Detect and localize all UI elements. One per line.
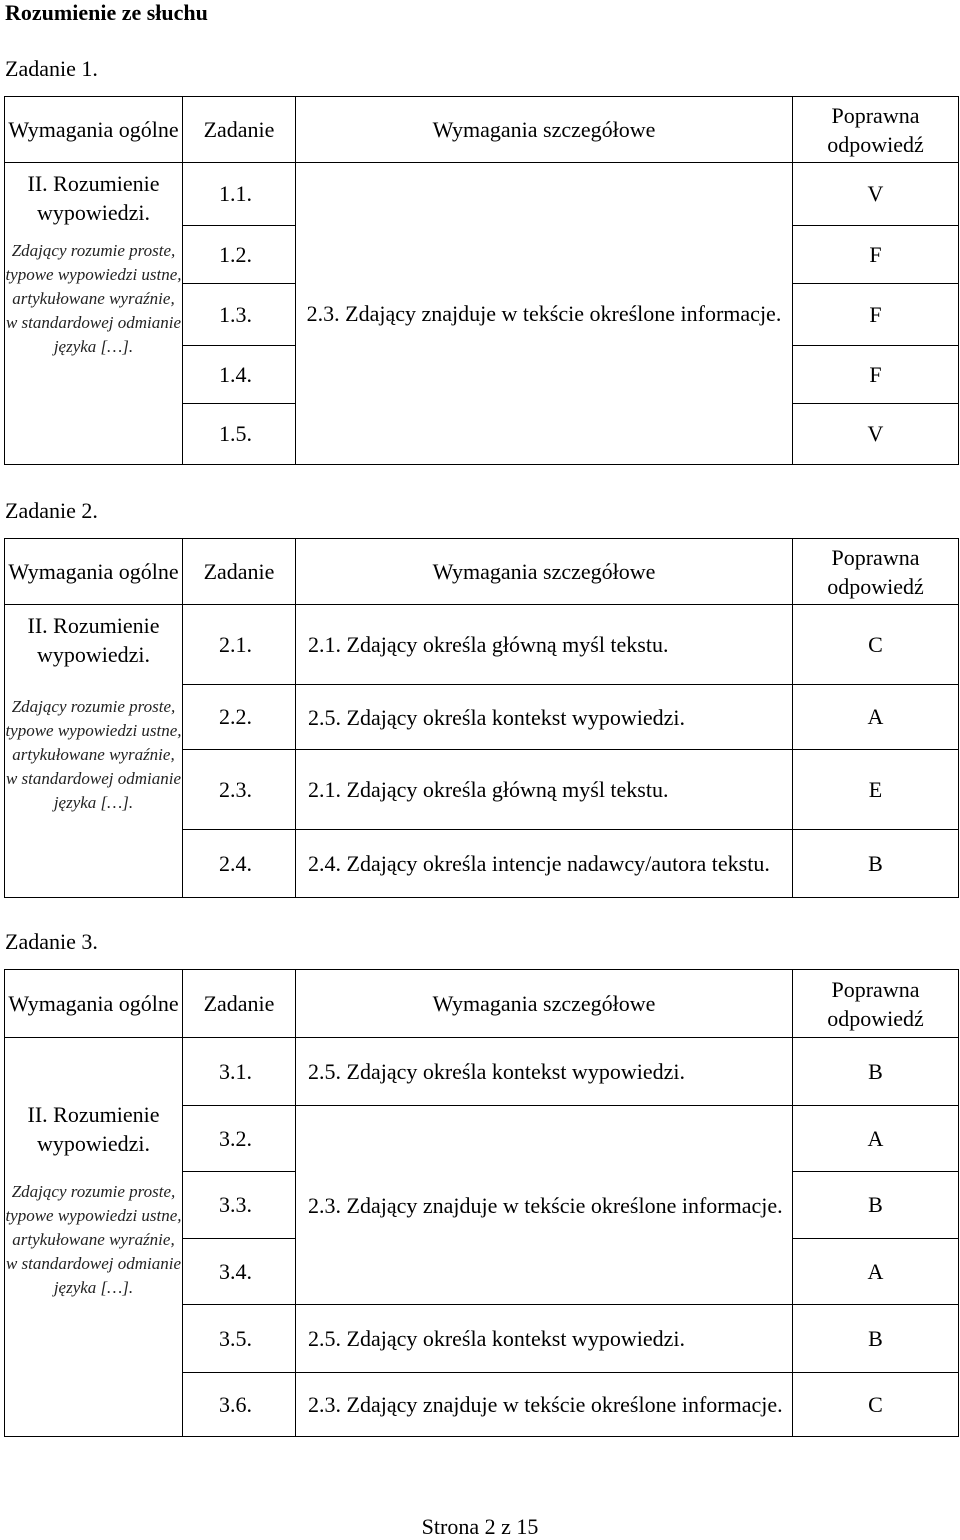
general-description: Zdający rozumie proste, typowe wypowiedzi ustne, artykułowane wyraźnie, w standardowej odmianie języka […]. xyxy=(5,697,182,812)
answer: V xyxy=(793,163,959,226)
task-number: 3.4. xyxy=(183,1239,296,1305)
task-number: 1.5. xyxy=(183,404,296,465)
answer: A xyxy=(793,685,959,750)
header-task: Zadanie xyxy=(183,97,296,163)
answer: B xyxy=(793,1038,959,1106)
specific-requirement: 2.1. Zdający określa główną myśl tekstu. xyxy=(296,750,793,830)
header-general: Wymagania ogólne xyxy=(5,97,183,163)
task-number: 3.6. xyxy=(183,1373,296,1437)
task-number: 3.1. xyxy=(183,1038,296,1106)
answer: F xyxy=(793,284,959,346)
header-specific: Wymagania szczegółowe xyxy=(296,539,793,605)
answer: F xyxy=(793,346,959,404)
task-number: 3.3. xyxy=(183,1172,296,1239)
answer: C xyxy=(793,605,959,685)
specific-requirement: 2.4. Zdający określa intencje nadawcy/autora tekstu. xyxy=(296,830,793,898)
header-task: Zadanie xyxy=(183,539,296,605)
page-number: Strona 2 z 15 xyxy=(421,1514,539,1539)
answer: V xyxy=(793,404,959,465)
task-number: 1.3. xyxy=(183,284,296,346)
specific-requirement: 2.5. Zdający określa kontekst wypowiedzi. xyxy=(296,685,793,750)
specific-requirement: 2.1. Zdający określa główną myśl tekstu. xyxy=(296,605,793,685)
header-general: Wymagania ogólne xyxy=(5,539,183,605)
task-1-label: Zadanie 1. xyxy=(5,56,98,81)
task-number: 1.2. xyxy=(183,226,296,284)
task-number: 2.1. xyxy=(183,605,296,685)
general-requirement xyxy=(5,163,183,465)
header-answer: Poprawna odpowiedź xyxy=(793,970,959,1038)
task-number: 3.2. xyxy=(183,1106,296,1172)
task-3-table xyxy=(4,969,959,1437)
specific-requirement: 2.5. Zdający określa kontekst wypowiedzi. xyxy=(296,1305,793,1373)
task-2-label: Zadanie 2. xyxy=(5,498,98,523)
task-1-table xyxy=(4,96,959,465)
general-requirement xyxy=(5,1038,183,1437)
answer: F xyxy=(793,226,959,284)
general-title: II. Rozumienie wypowiedzi. xyxy=(27,613,160,667)
section-title: Rozumienie ze słuchu xyxy=(5,0,208,25)
answer: C xyxy=(793,1373,959,1437)
header-task: Zadanie xyxy=(183,970,296,1038)
general-title: II. Rozumienie wypowiedzi. xyxy=(27,1102,160,1156)
answer: B xyxy=(793,1305,959,1373)
header-answer: Poprawna odpowiedź xyxy=(793,539,959,605)
general-description: Zdający rozumie proste, typowe wypowiedzi ustne, artykułowane wyraźnie, w standardowej odmianie języka […]. xyxy=(5,1182,182,1297)
task-number: 1.4. xyxy=(183,346,296,404)
general-description: Zdający rozumie proste, typowe wypowiedzi ustne, artykułowane wyraźnie, w standardowej odmianie języka […]. xyxy=(5,241,182,356)
specific-requirement: 2.3. Zdający znajduje w tekście określone informacje. xyxy=(296,1373,793,1437)
answer: E xyxy=(793,750,959,830)
task-number: 3.5. xyxy=(183,1305,296,1373)
specific-requirement: 2.3. Zdający znajduje w tekście określone informacje. xyxy=(296,1106,793,1305)
answer: A xyxy=(793,1106,959,1172)
task-number: 1.1. xyxy=(183,163,296,226)
header-answer: Poprawna odpowiedź xyxy=(793,97,959,163)
task-2-table xyxy=(4,538,959,898)
task-number: 2.4. xyxy=(183,830,296,898)
header-general: Wymagania ogólne xyxy=(5,970,183,1038)
answer: B xyxy=(793,1172,959,1239)
general-title: II. Rozumienie wypowiedzi. xyxy=(27,171,160,225)
specific-requirement: 2.3. Zdający znajduje w tekście określone informacje. xyxy=(296,163,793,465)
specific-requirement: 2.5. Zdający określa kontekst wypowiedzi. xyxy=(296,1038,793,1106)
header-specific: Wymagania szczegółowe xyxy=(296,97,793,163)
task-3-label: Zadanie 3. xyxy=(5,929,98,954)
answer: B xyxy=(793,830,959,898)
general-requirement xyxy=(5,605,183,898)
task-number: 2.3. xyxy=(183,750,296,830)
task-number: 2.2. xyxy=(183,685,296,750)
answer: A xyxy=(793,1239,959,1305)
header-specific: Wymagania szczegółowe xyxy=(296,970,793,1038)
